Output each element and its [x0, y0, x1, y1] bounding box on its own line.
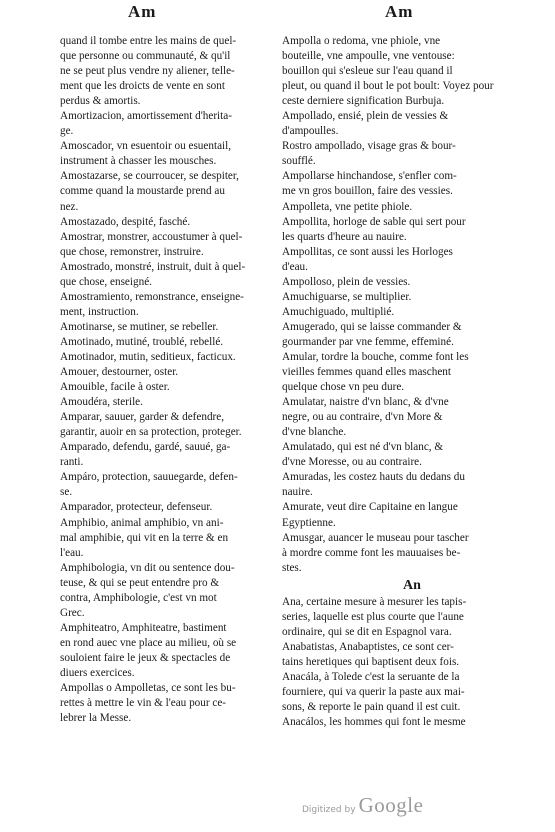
text-line: Amparador, protecteur, defenseur. [60, 501, 213, 514]
text-line: nez. [60, 200, 79, 213]
text-line: d'vne blanche. [282, 426, 347, 439]
text-line: ceste derniere signification Burbuja. [282, 95, 445, 108]
text-line: Amphiteatro, Amphiteatre, bastiment [60, 621, 227, 634]
text-line: d'vne Moresse, ou au contraire. [282, 456, 422, 469]
text-line: Ampollado, ensié, plein de vessies & [282, 110, 449, 123]
text-line: Amouer, destourner, oster. [60, 366, 179, 379]
text-line: tains heretiques qui baptisent deux fois. [282, 655, 460, 668]
text-line: contra, Amphibologie, c'est vn mot [60, 591, 217, 604]
text-line: d'eau. [282, 260, 308, 273]
text-line: Ampolleta, vne petite phiole. [282, 200, 413, 213]
text-line: ne se peut plus vendre ny aliener, telle- [60, 65, 235, 78]
text-line: les quarts d'heure au nauire. [282, 230, 407, 243]
text-line: rettes à mettre le vin & l'eau pour ce- [60, 697, 227, 710]
text-line: soufflé. [282, 155, 316, 168]
text-line: Rostro ampollado, visage gras & bour- [282, 140, 456, 153]
text-line: à mordre comme font les mauuaises be- [282, 546, 461, 559]
text-line: Amostazarse, se courroucer, se despiter, [60, 170, 239, 183]
text-line: Ampolla o redoma, vne phiole, vne [282, 35, 441, 47]
text-line: Amouible, facile à oster. [60, 381, 170, 394]
text-line: comme quand la moustarde prend au [60, 185, 225, 198]
text-line: Amurate, veut dire Capitaine en langue [282, 501, 458, 514]
text-line: vieilles femmes quand elles maschent [282, 366, 452, 379]
text-line: negre, ou au contraire, d'vn More & [282, 411, 443, 424]
text-line: Ampollita, horloge de sable qui sert pour [282, 215, 466, 228]
text-line: teuse, & qui se peut entendre pro & [60, 576, 220, 589]
section-heading: An [403, 577, 421, 593]
text-line: ge. [60, 125, 74, 138]
text-line: Amoscador, vn esuentoir ou esuentail, [60, 140, 232, 153]
text-line: garantir, auoir en sa protection, proteger. [60, 426, 242, 439]
text-line: series, laquelle est plus courte que l'aune [282, 610, 464, 623]
text-line: Amparar, sauuer, garder & defendre, [60, 411, 225, 424]
text-line: d'ampoulles. [282, 125, 339, 138]
text-line: Amugerado, qui se laisse commander & [282, 320, 462, 333]
text-line: Ana, certaine mesure à mesurer les tapis- [282, 595, 467, 608]
text-line: Amuchiguarse, se multiplier. [282, 290, 412, 303]
text-line: Ampáro, protection, sauuegarde, defen- [60, 471, 238, 484]
text-line: perdus & amortis. [60, 95, 141, 108]
text-line: Ampollas o Ampolletas, ce sont les bu- [60, 682, 236, 695]
text-line: ment, instruction. [60, 305, 139, 318]
text-line: que personne ou communauté, & qu'il [60, 50, 231, 63]
text-line: Amotinador, mutin, seditieux, facticux. [60, 350, 236, 363]
digitization-watermark [302, 793, 423, 818]
text-line: quelque chose vn peu dure. [282, 381, 405, 394]
text-line: Grec. [60, 606, 85, 619]
text-line: que chose, remonstrer, instruire. [60, 245, 204, 258]
watermark-brand: Google [358, 793, 424, 817]
text-line: ranti. [60, 456, 84, 469]
text-line: sons, & reporte le pain quand il est cuit. [282, 701, 461, 714]
text-line: ordinaire, qui se dit en Espagnol vara. [282, 625, 452, 638]
text-line: Amular, tordre la bouche, comme font les [282, 350, 469, 363]
text-line: Amparado, defendu, gardé, sauué, ga- [60, 441, 231, 454]
text-line: que chose, enseigné. [60, 275, 152, 288]
text-line: en rond auec vne place au milieu, où se [60, 636, 237, 649]
text-line: Amostrado, monstré, instruit, duit à quel- [60, 260, 246, 273]
text-line: fourniere, qui va querir la paste aux mai- [282, 685, 465, 698]
text-line: Amulatado, qui est né d'vn blanc, & [282, 441, 444, 454]
running-header-right: Am [385, 2, 414, 21]
text-line: mal amphibie, qui vit en la terre & en [60, 531, 229, 544]
text-line: me vn gros bouillon, faire des vessies. [282, 185, 453, 198]
text-line: stes. [282, 561, 302, 574]
running-header-left: Am [128, 2, 157, 21]
text-line: Amulatar, naistre d'vn blanc, & d'vne [282, 396, 449, 409]
text-line: nauire. [282, 486, 313, 499]
text-line: Amoudéra, sterile. [60, 396, 143, 409]
text-line: Amostrar, monstrer, accoustumer à quel- [60, 230, 243, 243]
text-line: l'eau. [60, 546, 84, 559]
text-line: bouillon qui s'esleue sur l'eau quand il [282, 65, 453, 78]
text-line: Amostramiento, remonstrance, enseigne- [60, 290, 244, 303]
text-line: Egyptienne. [282, 516, 336, 529]
text-line: diuers exercices. [60, 666, 135, 679]
text-line: ment que les droicts de vente en sont [60, 80, 225, 93]
text-line: Anabatistas, Anabaptistes, ce sont cer- [282, 640, 454, 653]
text-line: instrument à chasser les mousches. [60, 155, 217, 168]
text-line: gourmander par vne femme, effeminé. [282, 335, 454, 348]
text-line: Amuchiguado, multiplié. [282, 305, 395, 318]
right-column [282, 34, 502, 730]
text-line: Anacála, à Tolede c'est la seruante de la [282, 670, 460, 683]
text-line: Ampolloso, plein de vessies. [282, 275, 411, 288]
text-line: Ampollitas, ce sont aussi les Horloges [282, 245, 453, 258]
text-line: bouteille, vne ampoulle, vne ventouse: [282, 50, 455, 63]
text-line: se. [60, 486, 73, 499]
text-line: lebrer la Messe. [60, 712, 132, 725]
text-line: Amotinado, mutiné, troublé, rebellé. [60, 335, 224, 348]
text-line: Amotinarse, se mutiner, se rebeller. [60, 320, 219, 333]
text-line: Anacálos, les hommes qui font le mesme [282, 716, 466, 729]
watermark-prefix: Digitized by [302, 805, 356, 815]
left-column [60, 34, 268, 726]
text-line: Amphibologia, vn dit ou sentence dou- [60, 561, 235, 574]
text-line: Amostazado, despité, fasché. [60, 215, 191, 228]
text-line: Amortizacion, amortissement d'herita- [60, 110, 232, 123]
text-line: pleut, ou quand il bout le pot boult: Voyez pour [282, 80, 494, 93]
text-line: quand il tombe entre les mains de quel- [60, 35, 237, 47]
text-line: souloient faire le jeux & spectacles de [60, 651, 231, 664]
text-line: Amphibio, animal amphibio, vn ani- [60, 516, 224, 529]
text-line: Amuradas, les costez hauts du dedans du [282, 471, 465, 484]
text-line: Ampollarse hinchandose, s'enfler com- [282, 170, 457, 183]
text-line: Amusgar, auancer le museau pour tascher [282, 531, 469, 544]
